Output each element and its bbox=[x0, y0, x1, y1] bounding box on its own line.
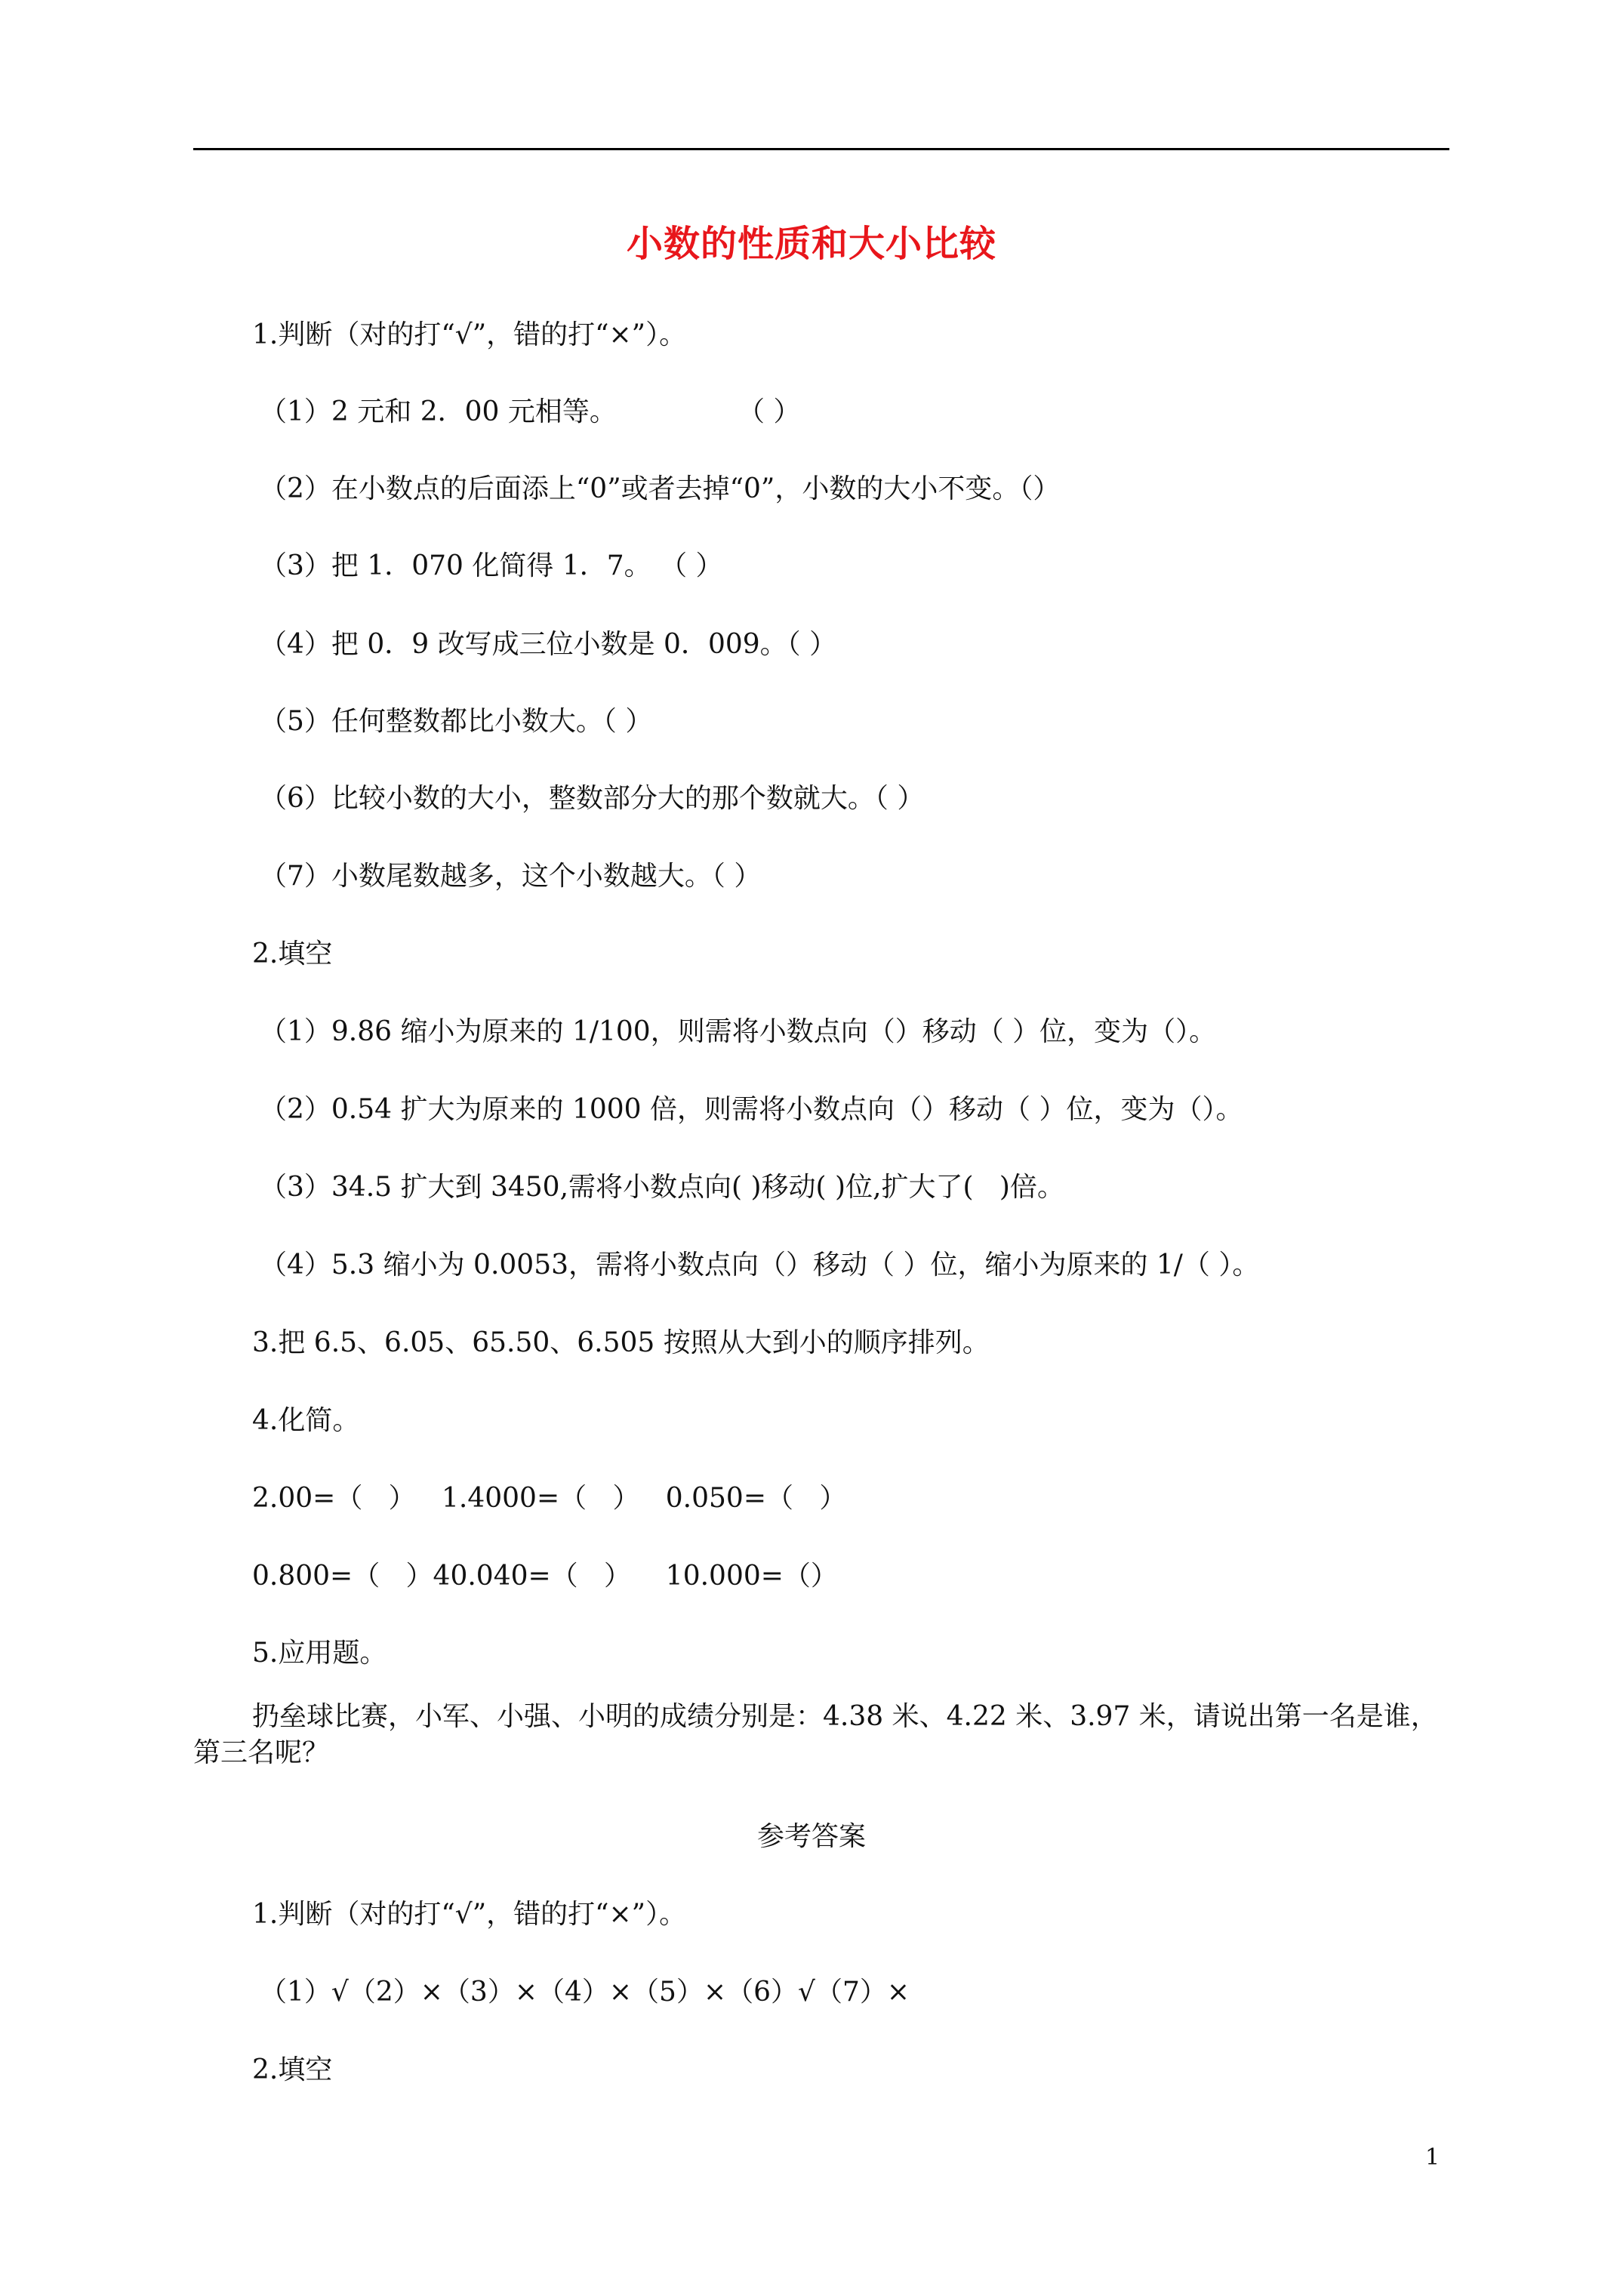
answers-section2-heading: 2.填空 bbox=[252, 2054, 333, 2085]
judge-item-2: （2）在小数点的后面添上“0”或者去掉“0”，小数的大小不变。（） bbox=[260, 473, 1061, 504]
simplify-row-1: 2.00=（ ） 1.4000=（ ） 0.050=（ ） bbox=[252, 1483, 847, 1514]
judge-item-7: （7）小数尾数越多，这个小数越大。（ ） bbox=[260, 861, 762, 892]
page-title: 小数的性质和大小比较 bbox=[626, 223, 996, 265]
fill-item-4: （4）5.3 缩小为 0.0053，需将小数点向（）移动（ ）位，缩小为原来的 1/（ ）。 bbox=[260, 1250, 1260, 1281]
page-number: 1 bbox=[1425, 2144, 1440, 2171]
answers-section1-heading: 1.判断（对的打“√”，错的打“×”）。 bbox=[252, 1899, 687, 1930]
fill-item-2: （2）0.54 扩大为原来的 1000 倍，则需将小数点向（）移动（ ）位，变为（）。 bbox=[260, 1094, 1243, 1125]
section3-heading: 3.把 6.5、6.05、65.50、6.505 按照从大到小的顺序排列。 bbox=[252, 1327, 990, 1358]
section2-heading: 2.填空 bbox=[252, 938, 333, 969]
fill-item-1: （1）9.86 缩小为原来的 1/100，则需将小数点向（）移动（ ）位，变为（）。 bbox=[260, 1016, 1217, 1047]
header-rule bbox=[193, 148, 1449, 150]
word-problem-text: 扔垒球比赛，小军、小强、小明的成绩分别是：4.38 米、4.22 米、3.97 米，请说出第一名是谁，第三名呢？ bbox=[193, 1701, 1438, 1768]
answers-section1: （1）√（2）×（3）×（4）×（5）×（6）√（7）× bbox=[260, 1977, 910, 2008]
word-problem bbox=[193, 1699, 1449, 1771]
fill-item-3: （3）34.5 扩大到 3450,需将小数点向( )移动( )位,扩大了( )倍。 bbox=[260, 1172, 1064, 1203]
judge-item-5: （5）任何整数都比小数大。（ ） bbox=[260, 706, 653, 737]
section1-heading: 1.判断（对的打“√”，错的打“×”）。 bbox=[252, 319, 687, 350]
answers-heading: 参考答案 bbox=[756, 1821, 866, 1852]
section4-heading: 4.化简。 bbox=[252, 1405, 360, 1436]
judge-item-4: （4）把 0．9 改写成三位小数是 0．009。（ ） bbox=[260, 629, 837, 660]
simplify-row-2: 0.800=（ ）40.040=（ ） 10.000=（） bbox=[252, 1561, 838, 1592]
section5-heading: 5.应用题。 bbox=[252, 1638, 387, 1669]
judge-item-6: （6）比较小数的大小，整数部分大的那个数就大。（ ） bbox=[260, 783, 925, 814]
judge-item-1: （1）2 元和 2．00 元相等。 （ ） bbox=[260, 396, 801, 427]
judge-item-3: （3）把 1．070 化简得 1．7。 （ ） bbox=[260, 550, 723, 581]
